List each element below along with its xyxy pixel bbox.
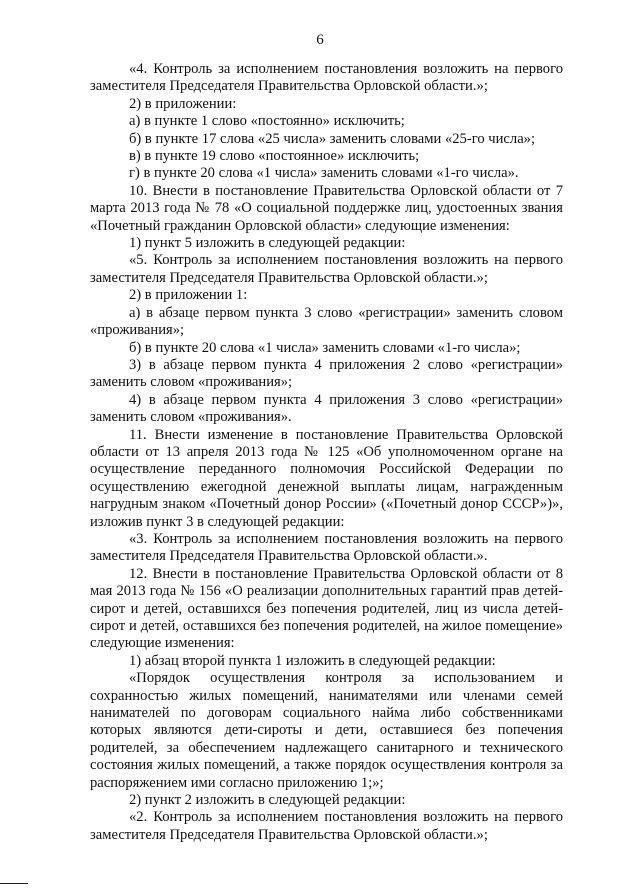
paragraph: «4. Контроль за исполнением постановления возложить на первого заместителя Председателя Правительства Орловской области.»; [90,61,563,95]
paragraph: «3. Контроль за исполнением постановления возложить на первого заместителя Председателя Правительства Орловской области.». [90,530,563,565]
paragraph: «2. Контроль за исполнением постановления возложить на первого заместителя Председателя Правительства Орловской области.»; [90,809,563,843]
paragraph: 2) пункт 2 изложить в следующей редакции: [129,792,406,809]
paragraph: в) в пункте 19 слово «постоянное» исключить; [129,148,420,165]
paragraph: а) в абзаце первом пункта 3 слово «регистрации» заменить словом «проживания»; [90,304,563,339]
paragraph: 2) в приложении: [129,95,237,112]
paragraph: б) в пункте 17 слова «25 числа» заменить словами «25-го числа»; [129,130,536,147]
paragraph: «Порядок осуществления контроля за использованием и сохранностью жилых помещений, нанимателями или членами семей нанимателей по договорам социального найма либо собственниками которых являются дети-сироты и дети, оставшиеся без попечения родителей, за обеспечением надлежащего санитарного и технического состояния жилых помещений, а также порядок осуществления контроля за распоряжением ими согласно приложению 1;»; [90,670,563,791]
paragraph: 2) в приложении 1: [129,287,248,304]
paragraph: 4) в абзаце первом пункта 4 приложения 3 слово «регистрации» заменить словом «проживания». [90,391,563,426]
document-body [90,61,563,844]
paragraph: 3) в абзаце первом пункта 4 приложения 2 слово «регистрации» заменить словом «проживания»; [90,356,563,391]
scan-edge-mark [0,883,28,884]
paragraph: а) в пункте 1 слово «постоянно» исключить; [129,113,405,130]
paragraph: 11. Внести изменение в постановление Правительства Орловской области от 13 апреля 2013 года № 125 «Об уполномоченном органе на осуществление переданного полномочия Российской Федерации по осуществлению ежегодной денежной выплаты лицам, награжденным нагрудным знаком «Почетный донор России» («Почетный донор СССР»)», изложив пункт 3 в следующей редакции: [90,426,563,530]
paragraph: 12. Внести в постановление Правительства Орловской области от 8 мая 2013 года № 156 «О реализации дополнительных гарантий прав детей-сирот и детей, оставшихся без попечения родителей, лиц из числа детей-сирот и детей, оставшихся без попечения родителей, на жилое помещение» следующие изменения: [90,565,563,652]
page-number: 6 [316,32,324,48]
paragraph: 1) абзац второй пункта 1 изложить в следующей редакции: [129,652,496,669]
paragraph: б) в пункте 20 слова «1 числа» заменить словами «1-го числа»; [129,339,521,356]
paragraph: 1) пункт 5 изложить в следующей редакции: [129,235,406,252]
paragraph: 10. Внести в постановление Правительства Орловской области от 7 марта 2013 года № 78 «О социальной поддержке лиц, удостоенных звания «Почетный гражданин Орловской области» следующие изменения: [90,182,563,234]
paragraph: г) в пункте 20 слова «1 числа» заменить словами «1-го числа». [129,165,519,182]
paragraph: «5. Контроль за исполнением постановления возложить на первого заместителя Председателя Правительства Орловской области.»; [90,252,563,286]
